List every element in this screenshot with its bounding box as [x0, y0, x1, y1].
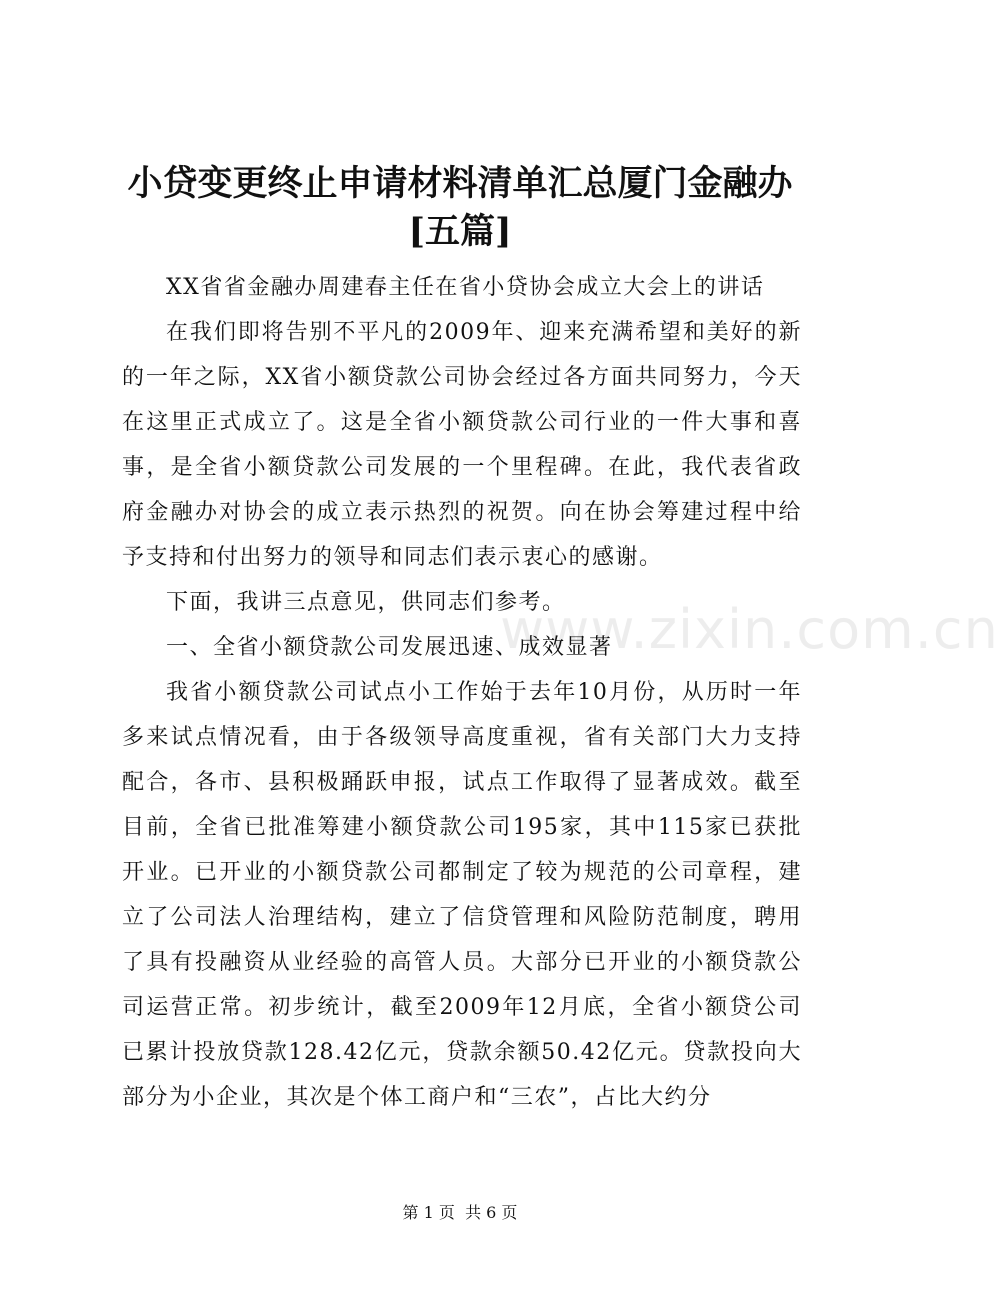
watermark: www.zixin.com.cn	[500, 598, 999, 661]
document-title	[100, 160, 820, 256]
page-footer: 第 1 页 共 6 页	[402, 1203, 518, 1222]
document-body	[122, 265, 802, 1120]
speech-heading: XX省省金融办周建春主任在省小贷协会成立大会上的讲话	[166, 275, 765, 300]
paragraph-intro: 下面，我讲三点意见，供同志们参考。	[166, 590, 566, 615]
section-heading-1: 一、全省小额贷款公司发展迅速、成效显著	[166, 635, 613, 660]
title-line-2: [五篇]	[408, 211, 512, 252]
paragraph-section-1: 我省小额贷款公司试点小工作始于去年10月份，从历时一年多来试点情况看，由于各级领导高度重视，省有关部门大力支持配合，各市、县积极踊跃申报，试点工作取得了显著成效。截至目前，全省已批准筹建小额贷款公司195家，其中115家已获批开业。已开业的小额贷款公司都制定了较为规范的公司章程，建立了公司法人治理结构，建立了信贷管理和风险防范制度，聘用了具有投融资从业经验的高管人员。大部分已开业的小额贷款公司运营正常。初步统计，截至2009年12月底，全省小额贷公司已累计投放贷款128.42亿元，贷款余额50.42亿元。贷款投向大部分为小企业，其次是个体工商户和“三农”，占比大约分	[122, 680, 802, 1110]
paragraph-opening: 在我们即将告别不平凡的2009年、迎来充满希望和美好的新的一年之际，XX省小额贷款公司协会经过各方面共同努力，今天在这里正式成立了。这是全省小额贷款公司行业的一件大事和喜事，是全省小额贷款公司发展的一个里程碑。在此，我代表省政府金融办对协会的成立表示热烈的祝贺。向在协会筹建过程中给予支持和付出努力的领导和同志们表示衷心的感谢。	[122, 320, 802, 570]
title-line-1: 小贷变更终止申请材料清单汇总厦门金融办	[127, 163, 793, 204]
